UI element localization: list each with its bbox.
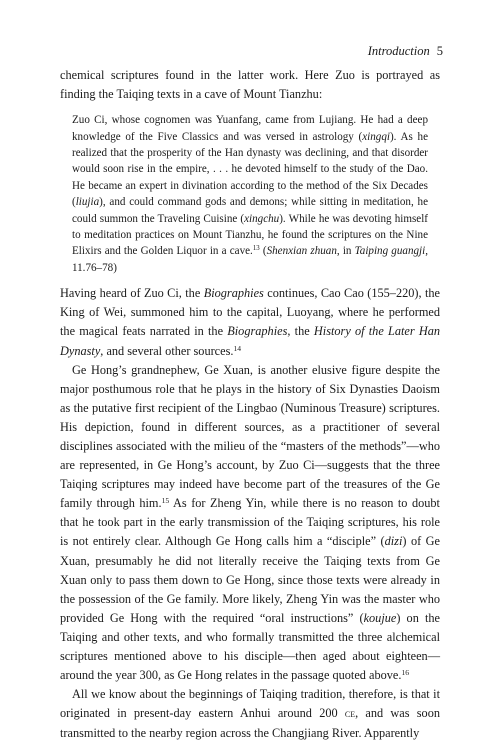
- paragraph-text: As for Zheng Yin, while there is no reason to doubt that he took part in the early transmission of the Taiqing scriptures, his role is not entirely clear. Although Ge Hong calls him a “disciple” (: [60, 496, 440, 549]
- quote-citation: , 11.76–78): [72, 245, 428, 274]
- page-number: 5: [436, 44, 443, 58]
- term-liujia: liujia: [75, 196, 100, 209]
- era-abbreviation: ce: [344, 708, 356, 721]
- paragraph-text: ) of Ge Xuan, presumably he did not literally receive the Taiqing texts from Ge Xuan only to pass them down to Ge Hong, since those texts were already in the possession of the Ge family. More likely, Zheng Yin was the master who provided Ge Hong with the required “oral instructions” (: [60, 534, 440, 625]
- footnote-ref-14[interactable]: 14: [233, 343, 242, 353]
- paragraph-text: ) on the Taiqing and other texts, and who formally transmitted the three alchemical scriptures mentioned above to his disciple—then aged about eighteen—around the year 300, as Ge Hong relates in the passage quoted above.: [60, 610, 440, 683]
- intro-paragraph: chemical scriptures found in the latter work. Here Zuo is portrayed as finding the Taiqing texts in a cave of Mount Tianzhu:: [60, 68, 440, 102]
- quote-text: ). As he realized that the prosperity of the Han dynasty was declining, and that disorder would soon rise in the empire, . . . he devoted himself to the study of the Dao. He became an expert in divination according to the method of the Six Decades (: [72, 130, 428, 209]
- quote-text: , in: [336, 245, 355, 258]
- term-dizi: dizi: [384, 534, 403, 549]
- source-collection: Taiping guangji: [354, 245, 426, 258]
- term-xingchu: xingchu: [244, 212, 280, 225]
- paragraph-2: [60, 284, 440, 360]
- paragraph-3: [60, 361, 440, 686]
- quote-text: ). While he was devoting himself to meditation practices on Mount Tianzhu, he found the scriptures on the Nine Elixirs and the Golden Liquor in a cave.: [72, 212, 428, 258]
- quote-text: (: [259, 245, 267, 258]
- footnote-ref-13[interactable]: 13: [252, 245, 260, 253]
- term-koujue: koujue: [363, 610, 397, 625]
- paragraph-text: Ge Hong’s grandnephew, Ge Xuan, is another elusive figure despite the major posthumous role that he plays in the history of Six Dynasties Daoism as the putative first recipient of the Lingbao (Numinous Treasure) scriptures. His depiction, found in different sources, as a practitioner of several disciplines associated with the milieu of the “masters of the methods”—who are represented, in Ge Hong’s account, by Zuo Ci—suggests that the three Taiqing scriptures may indeed have become part of the treasures of the Ge family through him.: [60, 362, 440, 511]
- book-title: Biographies: [203, 286, 264, 301]
- paragraph-text: continues, Cao Cao (155–220), the King of Wei, summoned him to the capital, Luoyang, where he performed the magical feats narrated in the: [60, 286, 440, 339]
- paragraph-4: [60, 685, 440, 743]
- book-title: History of the Later Han Dynasty: [60, 324, 441, 358]
- paragraph-text: , and several other sources.: [100, 343, 234, 358]
- running-head: [368, 44, 443, 59]
- main-text: [60, 66, 440, 744]
- book-title: Biographies: [227, 324, 288, 339]
- block-quote: [72, 112, 428, 276]
- paragraph-text: , the: [287, 324, 314, 339]
- quote-text: Zuo Ci, whose cognomen was Yuanfang, came from Lujiang. He had a deep knowledge of the Five Classics and was versed in astrology (: [72, 114, 428, 143]
- paragraph-text: Having heard of Zuo Ci, the: [60, 286, 204, 301]
- paragraph-text: All we know about the beginnings of Taiqing tradition, therefore, is that it originated in present-day eastern Anhui around 200: [60, 687, 440, 721]
- term-xingqi: xingqi: [362, 130, 390, 143]
- source-title: Shenxian zhuan: [266, 245, 337, 258]
- footnote-ref-16[interactable]: 16: [401, 667, 410, 677]
- section-title: Introduction: [367, 44, 430, 58]
- footnote-ref-15[interactable]: 15: [161, 496, 170, 506]
- quote-text: ), and could command gods and demons; while sitting in meditation, he could summon the Traveling Cuisine (: [72, 196, 428, 225]
- paragraph-text: , and was soon transmitted to the nearby region across the Changjiang River. Apparently: [60, 706, 440, 741]
